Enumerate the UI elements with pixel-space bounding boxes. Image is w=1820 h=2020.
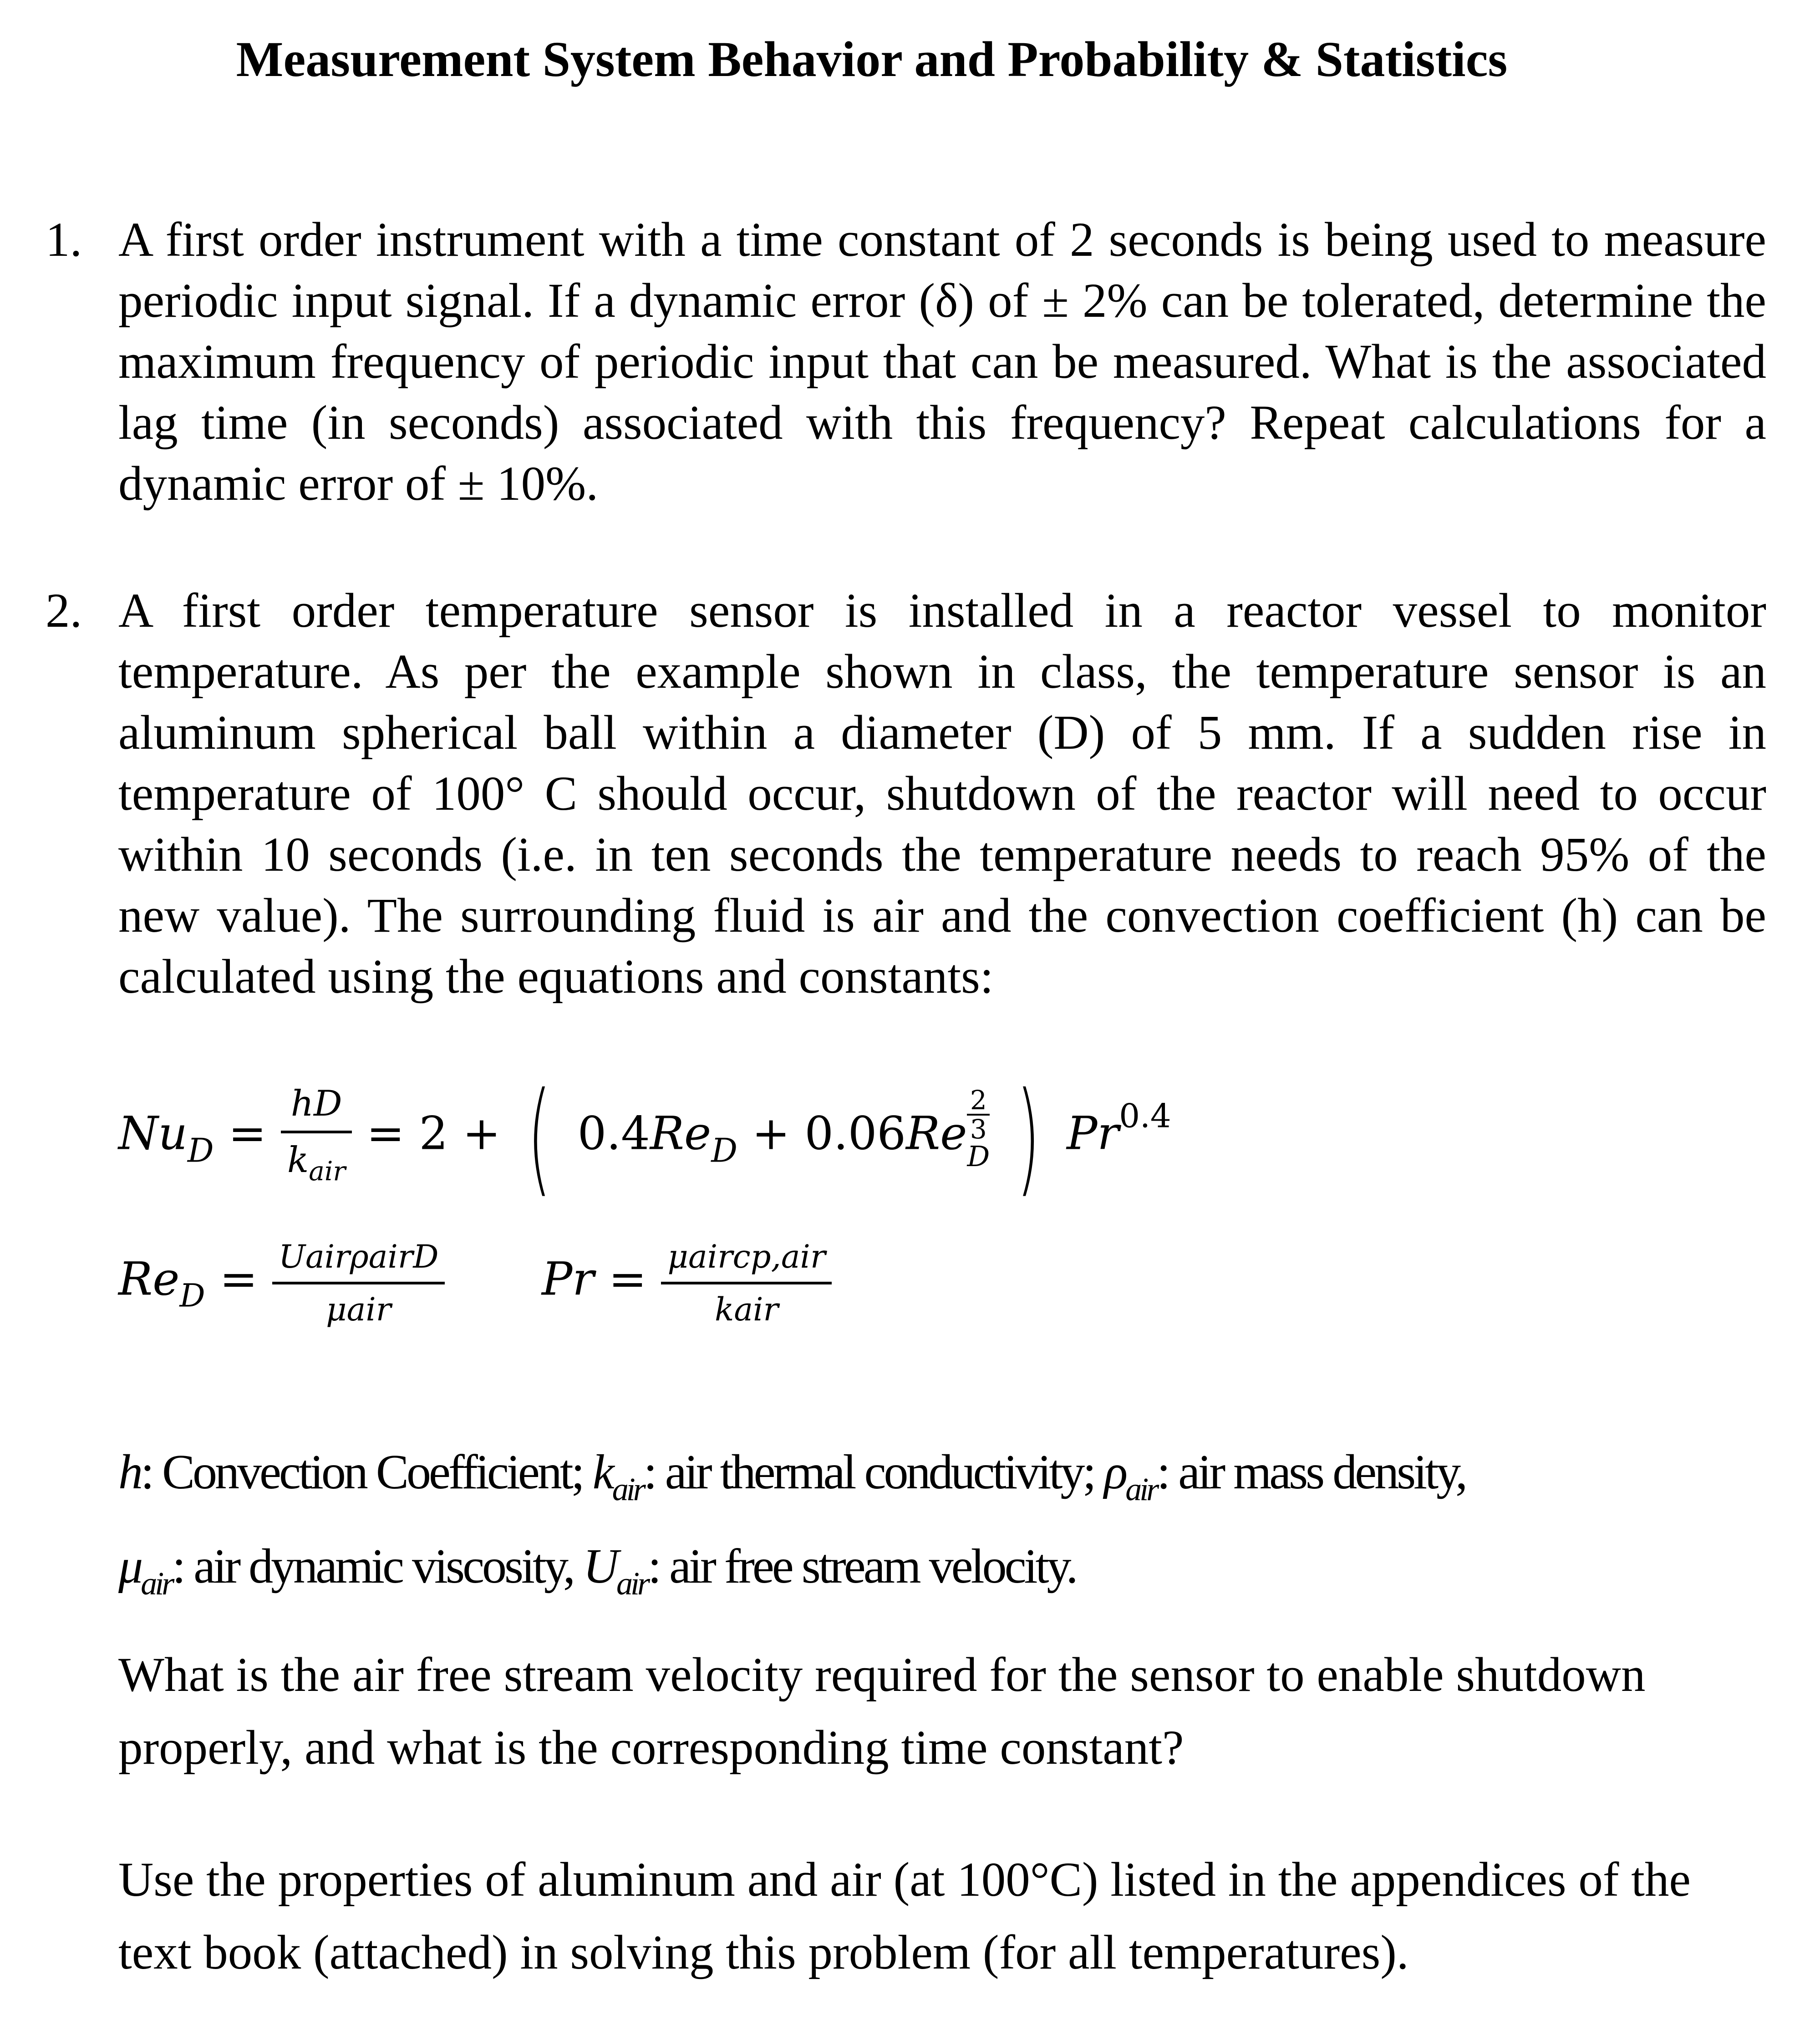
prandtl-equation <box>542 1238 832 1328</box>
subscript: air <box>616 1565 648 1602</box>
denominator: kair <box>714 1291 778 1328</box>
superscript: 0.4 <box>1119 1096 1171 1135</box>
mu-symbol: μ <box>118 1539 141 1594</box>
fraction-reynolds <box>272 1238 445 1328</box>
problem-text: A first order temperature sensor is installed in a reactor vessel to monitor temperature. As per the example shown in class, the temperature sensor is an aluminum spherical ball within a diameter (D) of 5 mm. If a sudden rise in temperature of 100° C should occur, shutdown of the reactor will need to occur within 10 seconds (i.e. in ten seconds the temperature needs to reach 95% of the new value). The surrounding fluid is air and the convection coefficient (h) can be calculated using the equations and constants: <box>118 584 1766 1004</box>
subscript: D <box>187 1131 214 1170</box>
left-paren: ( <box>527 1066 551 1209</box>
problem-number: 2. <box>46 584 82 638</box>
rho-symbol: ρ <box>1104 1445 1126 1499</box>
coefficient: 0.06 <box>804 1106 906 1160</box>
problem-2 <box>46 580 1766 1007</box>
right-paren: ) <box>1016 1066 1040 1209</box>
subscript: air <box>141 1565 173 1602</box>
reynolds-equation <box>118 1238 445 1328</box>
coefficient: 0.4 <box>577 1106 650 1160</box>
definition-text: : Convection Coefficient; <box>141 1445 583 1499</box>
denominator <box>281 1133 352 1192</box>
definition-text: : air mass density, <box>1157 1445 1466 1499</box>
exponent-denominator: 3 <box>970 1114 987 1145</box>
symbol-definitions <box>118 1434 1757 1622</box>
numerator: μaircp,air <box>661 1238 832 1284</box>
subscript: D <box>711 1131 737 1170</box>
page-title: Measurement System Behavior and Probability & Statistics <box>236 31 1508 87</box>
fraction-hd-kair <box>281 1083 352 1192</box>
problem-text: A first order instrument with a time constant of 2 seconds is being used to measure periodic input signal. If a dynamic error (δ) of ± 2% can be tolerated, determine the maximum frequency of periodic input that can be measured. What is the associated lag time (in seconds) associated with this frequency? Repeat calculations for a dynamic error of ± 10%. <box>118 213 1766 511</box>
equals-two-plus: = 2 + <box>366 1106 501 1160</box>
exponent-fraction <box>967 1085 990 1173</box>
h-symbol: h <box>118 1445 141 1499</box>
definition-text: : air free stream velocity. <box>648 1539 1076 1594</box>
denominator: μair <box>326 1291 391 1328</box>
k-symbol: k <box>592 1445 612 1499</box>
subscript: D <box>967 1140 990 1173</box>
u-symbol: U <box>583 1539 617 1594</box>
subscript: air <box>1125 1471 1157 1507</box>
equals-sign: = <box>228 1106 267 1160</box>
reynolds-symbol: Re <box>650 1106 712 1160</box>
nusselt-equation <box>118 1066 1171 1209</box>
k-symbol: k <box>287 1140 309 1181</box>
nusselt-symbol: Nu <box>118 1106 188 1160</box>
definition-text: : air dynamic viscosity, <box>172 1539 574 1594</box>
reynolds-symbol: Re <box>118 1252 180 1306</box>
prandtl-symbol: Pr <box>1067 1106 1119 1160</box>
numerator: UairρairD <box>272 1238 445 1284</box>
problem-1 <box>46 209 1766 514</box>
equals-sign: = <box>219 1252 258 1306</box>
subscript: air <box>309 1156 346 1187</box>
question-paragraph: What is the air free stream velocity required for the sensor to enable shutdown properly, and what is the corresponding time constant? <box>118 1648 1646 1775</box>
reynolds-symbol: Re <box>905 1106 967 1160</box>
problem-number: 1. <box>46 213 82 267</box>
numerator: hD <box>281 1083 352 1133</box>
definition-text: : air thermal conductivity; <box>643 1445 1094 1499</box>
subscript: air <box>612 1471 644 1507</box>
fraction-prandtl <box>661 1238 832 1328</box>
subscript: D <box>179 1277 205 1315</box>
exponent-numerator: 2 <box>967 1086 990 1116</box>
equals-sign: = <box>608 1252 647 1306</box>
instruction-paragraph: Use the properties of aluminum and air (at 100°C) listed in the appendices of the text book (attached) in solving this problem (for all temperatures). <box>118 1853 1691 1979</box>
plus-sign: + <box>752 1106 790 1160</box>
prandtl-symbol: Pr <box>542 1252 595 1306</box>
